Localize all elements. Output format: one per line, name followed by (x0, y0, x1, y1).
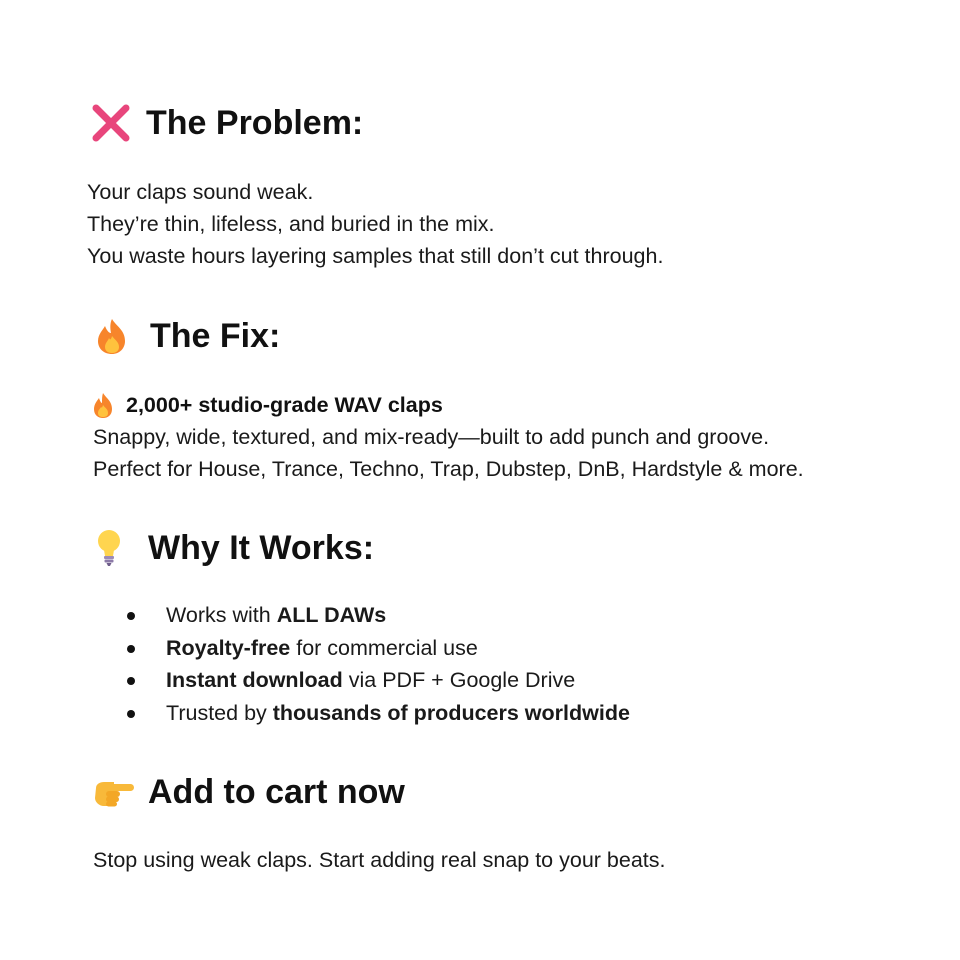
why-heading (94, 528, 374, 568)
cta-line: Stop using weak claps. Start adding real snap to your beats. (93, 848, 666, 872)
fix-item-title (92, 389, 443, 421)
list-item: Trusted by thousands of producers worldwide (120, 697, 630, 730)
bullet-dot (127, 677, 135, 685)
cta-text (93, 844, 665, 876)
fire-icon (92, 391, 116, 419)
light-bulb-icon (94, 528, 136, 568)
fix-heading (94, 316, 280, 356)
list-item: Royalty-free for commercial use (120, 632, 630, 665)
list-item: Works with ALL DAWs (120, 599, 630, 632)
bullet-dot (127, 645, 135, 653)
fix-line-2: Perfect for House, Trance, Techno, Trap, Dubstep, DnB, Hardstyle & more. (93, 457, 804, 481)
bullet-dot (127, 612, 135, 620)
why-bullet-list (120, 599, 630, 729)
problem-line-1: Your claps sound weak. (87, 180, 314, 204)
cross-mark-icon (90, 103, 134, 143)
list-item: Instant download via PDF + Google Drive (120, 664, 630, 697)
problem-heading (90, 103, 363, 143)
cta-heading (92, 772, 405, 812)
fix-line-1: Snappy, wide, textured, and mix-ready—built to add punch and groove. (93, 425, 770, 449)
problem-line-2: They’re thin, lifeless, and buried in the mix. (87, 212, 495, 236)
fix-item-label: 2,000+ studio-grade WAV claps (126, 393, 443, 417)
bullet-dot (127, 710, 135, 718)
cta-title: Add to cart now (148, 773, 405, 811)
why-title: Why It Works: (148, 529, 375, 567)
fix-title: The Fix: (150, 317, 281, 355)
problem-text (87, 176, 663, 272)
problem-line-3: You waste hours layering samples that still don’t cut through. (87, 244, 664, 268)
fix-text (93, 421, 804, 485)
pointing-right-hand-icon (92, 772, 136, 812)
fire-icon (94, 316, 138, 356)
problem-title: The Problem: (146, 104, 364, 142)
